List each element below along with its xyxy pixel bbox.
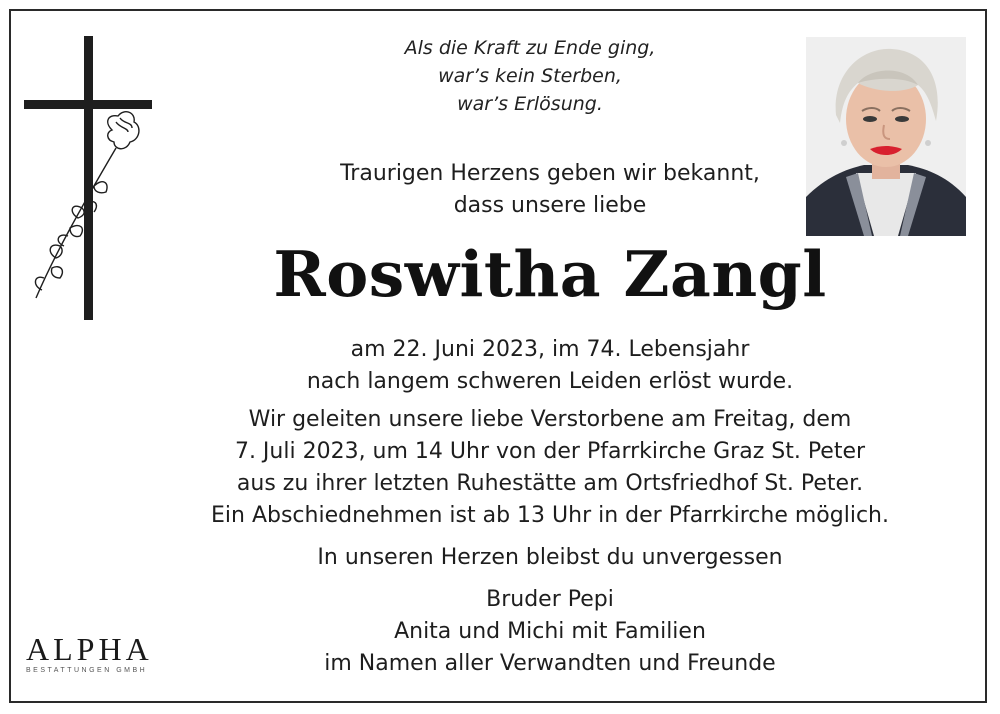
funeral-home-logo <box>26 632 166 674</box>
funeral-line: Wir geleiten unsere liebe Verstorbene am Freitag, dem <box>248 407 852 432</box>
mourner-line: Bruder Pepi <box>486 587 614 612</box>
logo-subtitle: BESTATTUNGEN GMBH <box>26 667 148 674</box>
announcement-intro <box>250 158 850 222</box>
death-details <box>120 334 980 398</box>
motto-line: war’s kein Sterben, <box>438 65 622 87</box>
funeral-details <box>120 404 980 532</box>
cross-with-rose-icon <box>24 36 154 320</box>
motto-line: Als die Kraft zu Ende ging, <box>404 37 656 59</box>
motto <box>350 34 710 118</box>
death-line: nach langem schweren Leiden erlöst wurde. <box>306 369 794 394</box>
logo-wordmark: ALPHA <box>26 631 153 667</box>
funeral-line: aus zu ihrer letzten Ruhestätte am Ortsfriedhof St. Peter. <box>236 471 864 496</box>
mourner-line: im Namen aller Verwandten und Freunde <box>324 651 776 676</box>
mourner-line: Anita und Michi mit Familien <box>394 619 706 644</box>
intro-line: dass unsere liebe <box>453 193 647 218</box>
funeral-line: 7. Juli 2023, um 14 Uhr von der Pfarrkirche Graz St. Peter <box>234 439 866 464</box>
death-line: am 22. Juni 2023, im 74. Lebensjahr <box>350 337 750 362</box>
mourners-list <box>120 584 980 680</box>
motto-line: war’s Erlösung. <box>457 93 603 115</box>
remembrance-line: In unseren Herzen bleibst du unvergessen <box>317 545 783 570</box>
funeral-line: Ein Abschiednehmen ist ab 13 Uhr in der Pfarrkirche möglich. <box>211 503 889 528</box>
deceased-name: Roswitha Zangl <box>273 237 827 311</box>
intro-line: Traurigen Herzens geben wir bekannt, <box>340 161 760 186</box>
